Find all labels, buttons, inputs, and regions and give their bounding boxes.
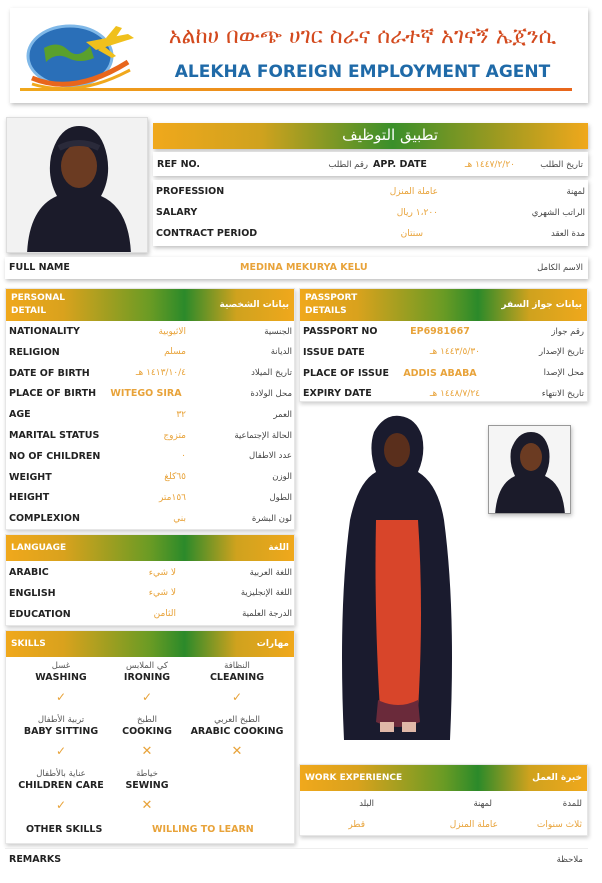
application-title-bar <box>153 123 588 149</box>
personal-row-label-ar: الطول <box>269 492 292 503</box>
work-value-country: قطر <box>348 819 365 830</box>
work-experience-header <box>300 765 587 791</box>
personal-title: PERSONAL <box>11 293 66 303</box>
language-header <box>6 535 294 561</box>
passport-row-label-ar-wrap <box>490 343 584 362</box>
cross-icon: ✕ <box>231 744 243 759</box>
profile-photo <box>6 117 148 253</box>
passport-row-label-ar: رقم جواز <box>551 326 584 337</box>
personal-row-label-ar: الحالة الإجتماعية <box>234 430 292 441</box>
personal-detail-header <box>6 289 294 321</box>
job-details-panel <box>153 180 588 246</box>
skill-label-ar: غسل <box>51 661 71 671</box>
language-row-value: لا شيء <box>148 588 176 599</box>
personal-row-label-ar: الوزن <box>272 472 292 483</box>
salary-value: ١،٢٠٠ ريال <box>396 207 438 218</box>
personal-title-ar: بيانات الشخصية <box>219 300 289 310</box>
skill-item <box>182 715 292 759</box>
personal-row-label-ar-wrap <box>196 343 292 362</box>
skill-label-ar: تربية الأطفال <box>37 715 85 725</box>
personal-row-label-ar-wrap <box>196 384 292 403</box>
personal-row-label-ar: لون البشرة <box>251 513 292 524</box>
language-panel <box>5 534 295 626</box>
language-row-label: ENGLISH <box>9 587 56 599</box>
personal-row-label-ar: الجنسية <box>264 326 292 337</box>
profession-value: عاملة المنزل <box>389 186 438 197</box>
passport-row-label-ar: تاريخ الإصدار <box>539 347 584 358</box>
passport-panel <box>299 288 588 402</box>
language-title: LANGUAGE <box>11 543 67 553</box>
skills-title-ar: مهارات <box>256 639 289 649</box>
personal-row-label-ar: العمر <box>273 409 292 420</box>
skill-label-ar: الطبخ العربي <box>214 715 260 725</box>
skill-label: ARABIC COOKING <box>190 726 284 737</box>
personal-row-label: HEIGHT <box>9 492 50 504</box>
passport-row-label-ar: تاريخ الانتهاء <box>541 388 584 399</box>
skill-label: IRONING <box>123 672 171 683</box>
passport-row-value: EP6981667 <box>410 326 470 337</box>
profession-label: PROFESSION <box>156 186 225 197</box>
personal-row-label-wrap <box>9 322 80 341</box>
salary-label: SALARY <box>156 207 198 218</box>
work-title-ar: خبرة العمل <box>532 773 582 783</box>
work-header-profession: لمهنة <box>473 798 492 809</box>
personal-row-label: WEIGHT <box>9 471 52 483</box>
passport-photo <box>488 425 571 514</box>
personal-row-value: WITEGO SIRA <box>110 388 182 400</box>
language-row-label-ar-wrap <box>196 605 292 624</box>
skill-label: BABY SITTING <box>23 726 99 737</box>
passport-row-label-wrap <box>303 343 365 362</box>
work-value-duration: ثلاث سنوات <box>536 819 582 830</box>
skill-label-ar: عناية بالأطفال <box>36 769 86 779</box>
skill-label-ar: النظافة <box>224 661 250 671</box>
full-name-row <box>5 257 588 279</box>
skills-header <box>6 631 294 657</box>
language-row-value-wrap <box>106 584 176 603</box>
passport-row-label-ar-wrap <box>490 322 584 341</box>
skill-label: CHILDREN CARE <box>18 780 104 791</box>
app-date-label: APP. DATE <box>373 159 427 170</box>
passport-row-value-wrap <box>400 343 480 362</box>
personal-row-label-ar: الديانة <box>270 347 292 358</box>
personal-row-label-ar: تاريخ الميلاد <box>251 368 292 379</box>
personal-row-label-wrap <box>9 364 90 383</box>
personal-row-label-wrap <box>9 468 52 487</box>
passport-row-label-wrap <box>303 384 372 403</box>
passport-title-ar: بيانات جواز السفر <box>501 300 582 310</box>
passport-row-label: PLACE OF ISSUE <box>303 367 390 379</box>
language-row-label-ar: اللغة الإنجليزية <box>240 588 292 599</box>
contract-value: سنتان <box>400 228 423 239</box>
check-icon: ✓ <box>141 690 153 704</box>
personal-row-label: NO OF CHILDREN <box>9 450 101 462</box>
passport-row-label-wrap <box>303 364 389 383</box>
personal-row-label-wrap <box>9 447 100 466</box>
skill-label: WASHING <box>35 672 87 683</box>
language-row-value: لا شيء <box>148 567 176 578</box>
passport-row-label: PASSPORT NO <box>303 326 378 337</box>
full-name-value: MEDINA MEKURYA KELU <box>240 262 368 273</box>
check-icon: ✓ <box>55 798 67 812</box>
work-header-duration: للمدة <box>562 798 582 809</box>
passport-row-label: EXPIRY DATE <box>303 388 372 400</box>
personal-row-value: ٠ <box>181 451 186 462</box>
language-row-value-wrap <box>106 563 176 582</box>
ref-row <box>153 152 588 176</box>
work-value-profession: عاملة المنزل <box>449 819 498 830</box>
personal-row-value-wrap <box>106 509 186 528</box>
other-skills-value: WILLING TO LEARN <box>152 824 254 835</box>
personal-row-label-ar: محل الولادة <box>250 388 292 399</box>
remarks-label-ar: ملاحظة <box>556 854 583 865</box>
check-icon: ✓ <box>55 744 67 758</box>
header-banner <box>10 8 588 103</box>
personal-row-value-wrap <box>106 488 186 507</box>
personal-row-label: PLACE OF BIRTH <box>9 388 97 400</box>
personal-row-value-wrap <box>106 447 186 466</box>
personal-title2: DETAIL <box>11 306 47 316</box>
personal-row-label-ar: عدد الاطفال <box>248 451 292 462</box>
language-row-label: ARABIC <box>9 567 49 578</box>
personal-row-value-wrap <box>106 364 186 383</box>
passport-row-value: ADDIS ABABA <box>403 367 477 379</box>
personal-row-label: MARITAL STATUS <box>9 430 100 441</box>
personal-row-value: ١٤١٣/١٠/٤ هـ <box>135 368 186 379</box>
language-row-label-ar: الدرجة العلمية <box>242 609 292 620</box>
personal-row-label: DATE OF BIRTH <box>9 367 90 379</box>
language-row-label-ar-wrap <box>196 563 292 582</box>
personal-row-label-ar-wrap <box>196 405 292 424</box>
full-name-label-ar: الاسم الكامل <box>537 262 583 273</box>
passport-row-label-ar-wrap <box>490 384 584 403</box>
language-row-value: الثامن <box>153 609 176 620</box>
personal-row-label-ar-wrap <box>196 488 292 507</box>
personal-row-label-ar-wrap <box>196 509 292 528</box>
personal-row-label-ar-wrap <box>196 468 292 487</box>
check-icon: ✓ <box>55 690 67 704</box>
personal-row-value-wrap <box>106 384 186 403</box>
passport-row-value: ١٤٤٨/٧/٢٤ هـ <box>429 388 480 399</box>
personal-row-value: ١٥٦متر <box>158 492 186 503</box>
personal-row-value-wrap <box>106 468 186 487</box>
passport-title: PASSPORT <box>305 293 358 303</box>
personal-row-value: الاثيوبية <box>158 326 186 337</box>
personal-row-value: بني <box>173 513 186 524</box>
cross-icon: ✕ <box>141 744 153 759</box>
personal-row-label-wrap <box>9 426 99 445</box>
skill-label-ar: الطبخ <box>137 715 157 725</box>
skill-label-ar: خياطة <box>136 769 158 779</box>
personal-row-value: مسلم <box>164 347 186 358</box>
personal-row-label: RELIGION <box>9 346 60 358</box>
contract-label: CONTRACT PERIOD <box>156 228 258 239</box>
work-title: WORK EXPERIENCE <box>305 773 403 783</box>
personal-row-label-wrap <box>9 405 31 424</box>
skill-label: COOKING <box>122 726 172 737</box>
personal-row-value: ٣٢ <box>176 409 186 420</box>
passport-row-value: ١٤٤٣/٥/٣٠ هـ <box>429 347 480 358</box>
agency-logo <box>24 18 136 90</box>
personal-row-label-wrap <box>9 509 80 528</box>
remarks-row <box>5 848 588 870</box>
ref-label-ar: رقم الطلب <box>328 159 368 170</box>
personal-row-value-wrap <box>106 343 186 362</box>
personal-detail-panel <box>5 288 295 530</box>
language-title-ar: اللغة <box>268 543 289 553</box>
remarks-label: REMARKS <box>9 854 62 865</box>
personal-row-label: AGE <box>9 409 31 421</box>
language-row-label-ar-wrap <box>196 584 292 603</box>
app-date-value: ١٤٤٧/٢/٢٠ هـ <box>464 159 515 170</box>
application-title: تطبيق التوظيف <box>342 126 438 144</box>
passport-row-label-ar: محل الإصدا <box>543 368 584 379</box>
passport-row-value-wrap <box>400 384 480 403</box>
contract-label-ar: مدة العقد <box>551 228 585 239</box>
personal-row-label: COMPLEXION <box>9 513 80 525</box>
language-row-value-wrap <box>106 605 176 624</box>
personal-row-value: متزوج <box>163 430 186 441</box>
skills-title: SKILLS <box>11 639 46 649</box>
personal-row-label-wrap <box>9 488 49 507</box>
language-row-label-ar: اللغة العربية <box>249 567 292 578</box>
passport-title2: DETAILS <box>305 306 347 316</box>
cross-icon: ✕ <box>141 798 153 813</box>
passport-row-label-wrap <box>303 322 377 341</box>
skill-item <box>182 661 292 704</box>
skill-label: CLEANING <box>209 672 265 683</box>
skill-label: SEWING <box>125 780 169 791</box>
language-row-label-wrap <box>9 584 56 603</box>
full-body-photo <box>304 410 476 755</box>
personal-row-value-wrap <box>106 426 186 445</box>
passport-row-label: ISSUE DATE <box>303 346 365 358</box>
personal-row-value-wrap <box>106 405 186 424</box>
personal-row-value: ٦٥كلغ <box>164 472 186 483</box>
personal-row-label-ar-wrap <box>196 447 292 466</box>
header-underline <box>20 88 572 91</box>
personal-row-label-wrap <box>9 384 96 403</box>
language-row-label: EDUCATION <box>9 608 71 620</box>
passport-row-label-ar-wrap <box>490 364 584 383</box>
check-icon: ✓ <box>231 690 243 704</box>
skill-label-ar: كي الملابس <box>126 661 168 671</box>
app-date-label-ar: تاريخ الطلب <box>540 159 583 170</box>
personal-row-label-wrap <box>9 343 60 362</box>
other-skills-label: OTHER SKILLS <box>26 824 103 835</box>
skill-item <box>92 769 202 813</box>
amharic-title: አልከሀ በውጭ ሀገር ስራና ሰራተኛ አገናኝ ኤጀንሲ <box>168 24 557 49</box>
full-name-label: FULL NAME <box>9 262 70 273</box>
language-row-label-wrap <box>9 605 71 624</box>
passport-header <box>300 289 587 321</box>
personal-row-label-ar-wrap <box>196 364 292 383</box>
passport-row-value-wrap <box>400 322 480 341</box>
skills-panel <box>5 630 295 844</box>
ref-label: REF NO. <box>157 159 201 170</box>
profession-label-ar: لمهنة <box>566 186 585 197</box>
personal-row-label-ar-wrap <box>196 426 292 445</box>
personal-row-value-wrap <box>106 322 186 341</box>
personal-row-label: NATIONALITY <box>9 326 80 337</box>
work-experience-panel <box>299 764 588 836</box>
english-title: ALEKHA FOREIGN EMPLOYMENT AGENT <box>174 62 551 82</box>
language-row-label-wrap <box>9 563 49 582</box>
personal-row-label-ar-wrap <box>196 322 292 341</box>
salary-label-ar: الراتب الشهري <box>531 207 585 218</box>
work-header-country: البلد <box>359 798 374 809</box>
passport-row-value-wrap <box>400 364 480 383</box>
